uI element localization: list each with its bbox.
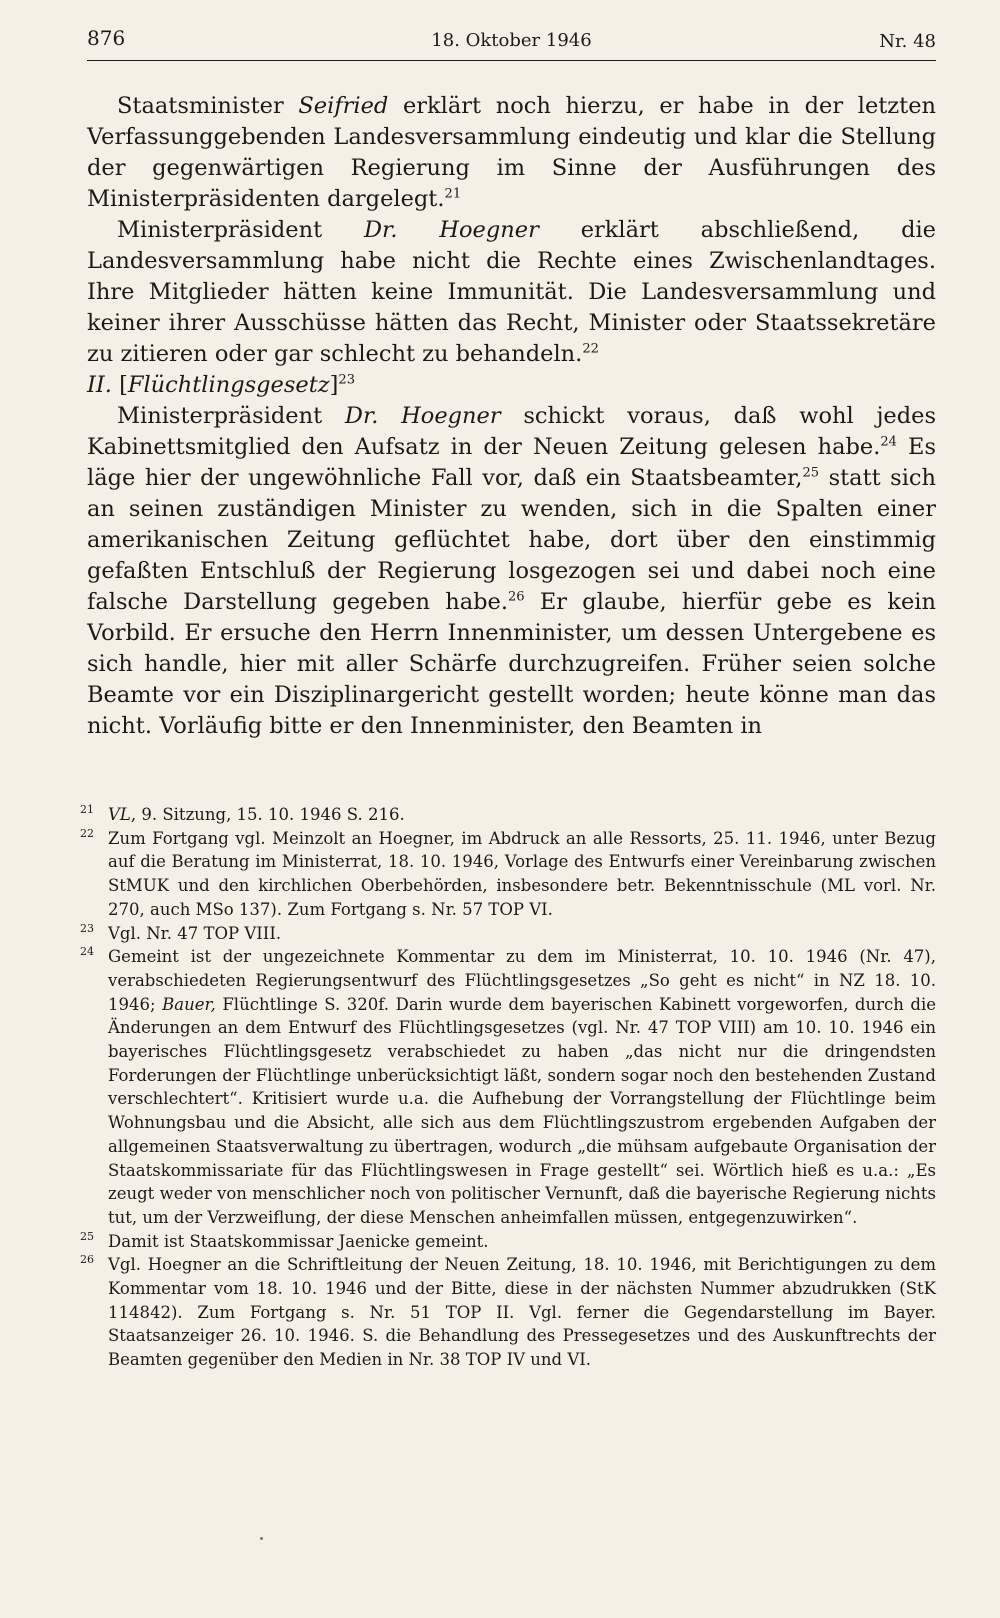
text-run: Es läge hier der ungewöhnliche Fall vor, daß ein Staatsbeamter,: [87, 434, 937, 491]
footnote-23: [80, 922, 936, 946]
footnotes: [80, 803, 936, 1372]
footnote-text: Gemeint ist der ungezeichnete Kommentar zu dem im Ministerrat, 10. 10. 1946 (Nr. 47), verabschiedeten Regierungsentwurf des Flüchtlingsgesetzes „So geht es nicht“ in NZ 18. 10. 1946;: [108, 947, 936, 1014]
footnote-ref: 22: [582, 341, 599, 357]
footnote-text: Damit ist Staatskommissar Jaenicke gemeint.: [108, 1231, 489, 1251]
footnote-21: [80, 803, 936, 827]
section-number: II.: [87, 372, 112, 398]
footnote-ref: 21: [444, 186, 462, 202]
person-title: Dr.: [344, 403, 379, 429]
page-header: [87, 26, 936, 61]
footnote-26: [80, 1253, 936, 1372]
text-run: Ministerpräsident: [117, 217, 365, 243]
text-run: statt sich an seinen zuständigen Minister zu wenden, sich in die Spalten einer amerikanischen Zeitung geflüchtet habe, dort über den einstimmig gefaßten Entschluß der Regierung losgezogen sei und dabei noch eine falsche Darstellung gegeben habe.: [87, 465, 936, 615]
footnote-ref: 25: [802, 465, 820, 481]
footnote-text: Zum Fortgang vgl. Meinzolt an Hoegner, im Abdruck an alle Ressorts, 25. 11. 1946, unter Bezug auf die Beratung im Ministerrat, 18. 10. 1946, Vorlage des Entwurfs einer Vereinbarung zwischen StMUK und den kirchlichen Oberbehörden, insbesondere betr. Bekenntnisschule (ML vorl. Nr. 270, auch MSo 137). Zum Fortgang s. Nr. 57 TOP VI.: [108, 828, 936, 919]
paragraph-seifried: [87, 91, 936, 215]
paragraph-hoegner-2: [87, 401, 936, 742]
text-run: schickt voraus, daß wohl jedes Kabinettsmitglied den Aufsatz in der Neuen Zeitung gelesen habe.: [87, 403, 936, 460]
person-name: Seifried: [298, 93, 389, 119]
footnote-ref: 26: [507, 589, 525, 605]
footnote-25: [80, 1230, 936, 1254]
text-run: erklärt abschließend, die Landesversammlung habe nicht die Rechte eines Zwischenlandtages. Ihre Mitglieder hätten keine Immunität. Die Landesversammlung und keiner ihrer Ausschüsse hätten das Recht, Minister oder Staatssekretäre zu zitieren oder gar schlecht zu behandeln.: [87, 217, 936, 367]
footnote-ref: 23: [338, 372, 356, 388]
text-run: erklärt noch hierzu, er habe in der letzten Verfassunggebenden Landesversammlung eindeutig und klar die Stellung der gegenwärtigen Regierung im Sinne der Ausführungen des Ministerpräsidenten dargelegt.: [87, 93, 937, 212]
paper-speck: [260, 1537, 263, 1540]
footnote-number: 24: [80, 945, 94, 959]
footnote-24: [80, 945, 936, 1229]
bracket: ]: [329, 372, 339, 398]
footnote-number: 21: [80, 803, 94, 816]
person-name: Hoegner: [401, 403, 501, 429]
page-number: 876: [87, 26, 126, 50]
footnote-number: 22: [80, 826, 94, 840]
section-title: Flüchtlingsgesetz: [127, 372, 330, 398]
paragraph-hoegner-1: [87, 215, 936, 370]
person-name: Hoegner: [439, 217, 539, 243]
abbrev: VL: [108, 805, 131, 824]
footnote-number: 26: [80, 1253, 94, 1267]
footnote-number: 23: [80, 921, 94, 935]
bracket: [: [119, 372, 128, 398]
section-heading: [87, 370, 936, 401]
person-title: Dr.: [364, 217, 398, 243]
footnote-ref: 24: [880, 434, 897, 450]
footnote-22: [80, 827, 936, 922]
text-run: Ministerpräsident: [117, 403, 345, 429]
text-run: Staatsminister: [117, 93, 299, 119]
header-issue: Nr. 48: [879, 31, 936, 52]
author-name: Bauer,: [162, 994, 216, 1014]
footnote-text: Flüchtlinge S. 320f. Darin wurde dem bayerischen Kabinett vorgeworfen, durch die Änderungen an dem Entwurf des Flüchtlingsgesetzes (vgl. Nr. 47 TOP VIII) am 10. 10. 1946 ein bayerisches Flüchtlingsgesetz verabschiedet zu haben „das nicht nur die dringendsten Forderungen der Flüchtlinge unberücksichtigt läßt, sondern sogar noch den bestehenden Zustand verschlechtert“. Kritisiert wurde u.a. die Aufhebung der Vorrangstellung der Flüchtlinge beim Wohnungsbau und die Absicht, alle sich aus dem Flüchtlingszustrom ergebenden Aufgaben der allgemeinen Staatsverwaltung zu übertragen, wodurch „die mühsam aufgebaute Organisation der Staatskommissariate für das Flüchtlingswesen in Frage gestellt“ sei. Wörtlich hieß es u.a.: „Es zeugt weder von menschlicher noch von politischer Vernunft, daß die bayerische Regierung nichts tut, um der Verzweiflung, der diese Menschen anheimfallen müssen, entgegenzuwirken“.: [108, 994, 936, 1227]
text-run: Er glaube, hierfür gebe es kein Vorbild. Er ersuche den Herrn Innenminister, um dessen Untergebene es sich handle, hier mit aller Schärfe durchzugreifen. Früher seien solche Beamte vor ein Disziplinargericht gestellt worden; heute könne man das nicht. Vorläufig bitte er den Innenminister, den Beamten in: [87, 589, 936, 739]
footnote-text: Vgl. Hoegner an die Schriftleitung der Neuen Zeitung, 18. 10. 1946, mit Berichtigungen zu dem Kommentar vom 18. 10. 1946 und der Bitte, diese in der nächsten Nummer abzudrukken (StK 114842). Zum Fortgang s. Nr. 51 TOP II. Vgl. ferner die Gegendarstellung im Bayer. Staatsanzeiger 26. 10. 1946. S. die Behandlung des Pressegesetzes und des Auskunftrechts der Beamten gegenüber den Medien in Nr. 38 TOP IV und VI.: [108, 1255, 936, 1370]
footnote-text: , 9. Sitzung, 15. 10. 1946 S. 216.: [130, 805, 405, 824]
header-date: 18. Oktober 1946: [431, 30, 592, 51]
footnote-number: 25: [80, 1229, 94, 1243]
footnote-text: Vgl. Nr. 47 TOP VIII.: [108, 923, 282, 943]
main-text: [87, 91, 936, 742]
